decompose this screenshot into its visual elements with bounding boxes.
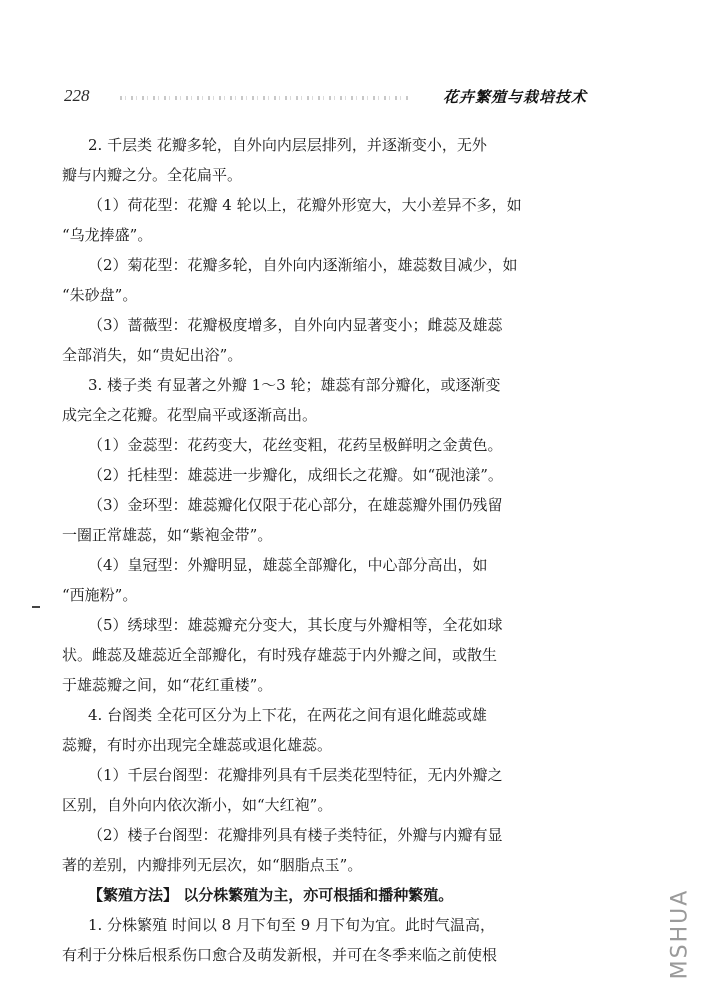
paragraph-line: （3）金环型：雄蕊瓣化仅限于花心部分，在雄蕊瓣外围仍残留: [88, 496, 503, 514]
watermark-text: MSHUA: [667, 888, 693, 980]
paragraph-line: （2）托桂型：雄蕊进一步瓣化，成细长之花瓣。如“砚池漾”。: [88, 466, 503, 484]
paragraph-line: 著的差别，内瓣排列无层次，如“胭脂点玉”。: [62, 856, 363, 874]
paragraph-line: “乌龙捧盛”。: [62, 226, 153, 244]
watermark: [668, 884, 692, 984]
paragraph-line: （2）菊花型：花瓣多轮，自外向内逐渐缩小，雄蕊数目减少，如: [88, 256, 518, 274]
running-header: [0, 86, 709, 112]
paragraph-line: 一圈正常雄蕊，如“紫袍金带”。: [62, 526, 273, 544]
paragraph-line: （1）千层台阁型：花瓣排列具有千层类花型特征，无内外瓣之: [88, 766, 503, 784]
paragraph-line: 状。雌蕊及雄蕊近全部瓣化，有时残存雄蕊于内外瓣之间，或散生: [62, 646, 498, 664]
margin-scan-mark: [32, 606, 40, 608]
paragraph-line: 蕊瓣，有时亦出现完全雄蕊或退化雄蕊。: [62, 736, 333, 754]
paragraph-line: 3. 楼子类 有显著之外瓣 1～3 轮；雄蕊有部分瓣化，或逐渐变: [88, 376, 501, 394]
page-number: 228: [64, 86, 90, 105]
paragraph-line: 1. 分株繁殖 时间以 8 月下旬至 9 月下旬为宜。此时气温高，: [88, 916, 496, 934]
paragraph-line: （1）金蕊型：花药变大，花丝变粗，花药呈极鲜明之金黄色。: [88, 436, 503, 454]
book-title: 花卉繁殖与栽培技术: [442, 88, 587, 106]
paragraph-line: 区别，自外向内依次渐小，如“大红袍”。: [62, 796, 333, 814]
paragraph-line: （2）楼子台阁型：花瓣排列具有楼子类特征，外瓣与内瓣有显: [88, 826, 503, 844]
paragraph-line: 成完全之花瓣。花型扁平或逐渐高出。: [62, 406, 318, 424]
paragraph-line: 瓣与内瓣之分。全花扁平。: [62, 166, 243, 184]
paragraph-line: （1）荷花型：花瓣 4 轮以上，花瓣外形宽大，大小差异不多，如: [88, 196, 522, 214]
paragraph-line: 4. 台阁类 全花可区分为上下花，在两花之间有退化雌蕊或雄: [88, 706, 487, 724]
paragraph-line: 2. 千层类 花瓣多轮，自外向内层层排列，并逐渐变小，无外: [88, 136, 487, 154]
paragraph-line: 有利于分株后根系伤口愈合及萌发新根，并可在冬季来临之前使根: [62, 946, 498, 964]
paragraph-line: （4）皇冠型：外瓣明显，雄蕊全部瓣化，中心部分高出，如: [88, 556, 488, 574]
header-scan-noise: [120, 96, 410, 100]
paragraph-line: （5）绣球型：雄蕊瓣充分变大，其长度与外瓣相等，全花如球: [88, 616, 503, 634]
paragraph-line: 于雄蕊瓣之间，如“花红重楼”。: [62, 676, 273, 694]
paragraph-line: （3）蔷薇型：花瓣极度增多，自外向内显著变小；雌蕊及雄蕊: [88, 316, 503, 334]
paragraph-line: “朱砂盘”。: [62, 286, 138, 304]
section-heading-propagation: 【繁殖方法】 以分株繁殖为主，亦可根插和播种繁殖。: [88, 886, 454, 904]
paragraph-line: 全部消失，如“贵妃出浴”。: [62, 346, 243, 364]
paragraph-line: “西施粉”。: [62, 586, 138, 604]
